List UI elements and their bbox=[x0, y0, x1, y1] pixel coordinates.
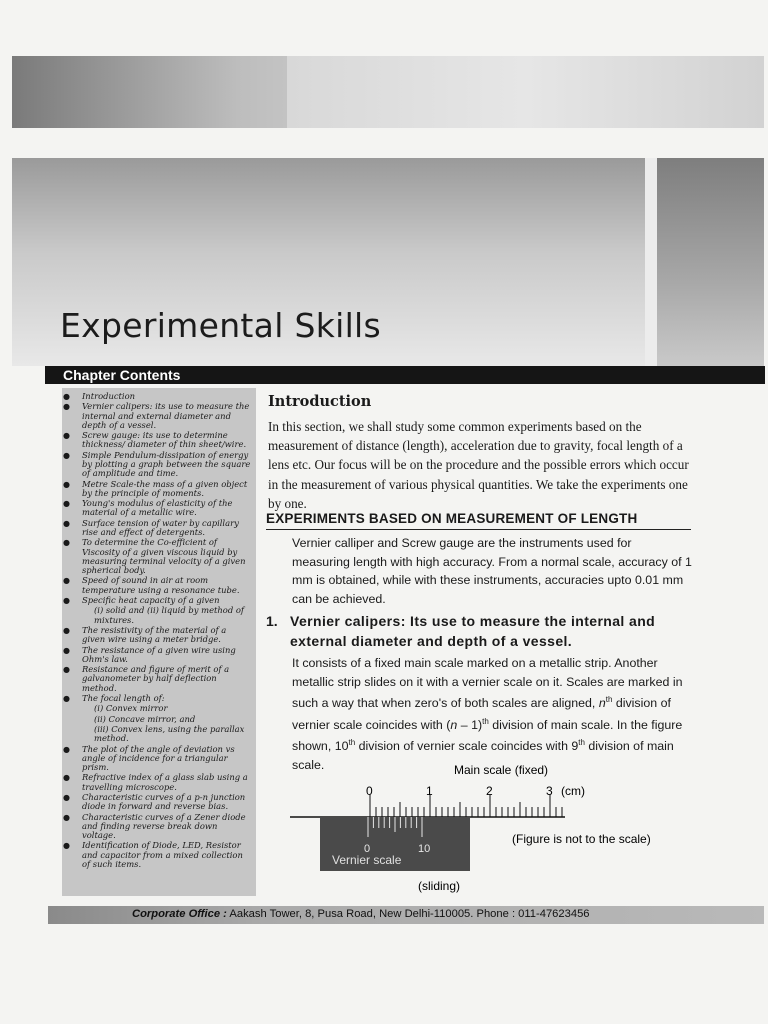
contents-item: ● Simple Pendulum-dissipation of energy by plotting a graph between the square of amplitude and time. bbox=[62, 451, 252, 479]
contents-item: ● Refractive index of a glass slab using a travelling microscope. bbox=[62, 773, 252, 791]
hero-side-block bbox=[657, 158, 764, 366]
contents-item: ● Introduction bbox=[62, 392, 252, 401]
text-run: division of main scale. bbox=[292, 739, 674, 772]
var-n: n bbox=[598, 696, 606, 711]
sliding-label: (sliding) bbox=[418, 879, 461, 893]
top-banner bbox=[12, 56, 764, 128]
chapter-contents-label: Chapter Contents bbox=[63, 367, 181, 383]
sup-th: th bbox=[578, 738, 585, 748]
main-tick-labels bbox=[366, 784, 553, 798]
contents-item: (i) Convex mirror bbox=[94, 703, 168, 714]
sup-th: th bbox=[605, 695, 613, 704]
chapter-contents-bar bbox=[45, 366, 765, 384]
vernier-tick-label: 0 bbox=[364, 843, 371, 855]
section-heading: EXPERIMENTS BASED ON MEASUREMENT OF LENGTH bbox=[266, 511, 691, 530]
figure-note: (Figure is not to the scale) bbox=[512, 832, 651, 846]
footer-address: Aakash Tower, 8, Pusa Road, New Delhi-110005. Phone : 011-47623456 bbox=[229, 908, 590, 920]
vernier-figure bbox=[290, 760, 690, 895]
contents-item: ● Specific heat capacity of a given bbox=[62, 596, 252, 605]
main-tick-label: 3 bbox=[546, 784, 553, 798]
main-scale-ticks bbox=[370, 795, 562, 817]
contents-item: ● The focal length of: bbox=[62, 694, 252, 703]
section-paragraph: Vernier calliper and Screw gauge are the instruments used for measuring length with high accuracy. From a normal scale, accuracy of 1 mm is obtained, while with these instruments, accuracies upto 0.01 mm can be achieved. bbox=[292, 536, 692, 606]
text-run: – 1) bbox=[457, 717, 483, 732]
vernier-scale-label: Vernier scale bbox=[332, 853, 402, 867]
text-run: division of vernier scale coincides with 9 bbox=[355, 739, 579, 754]
contents-item: ● The resistance of a given wire using Ohm's law. bbox=[62, 646, 252, 664]
contents-item: ● Vernier calipers: its use to measure the internal and external diameter and depth of a vessel. bbox=[62, 402, 252, 430]
sup-th: th bbox=[482, 716, 489, 726]
footer-text bbox=[132, 908, 590, 920]
contents-item: (iii) Convex lens, using the parallax method. bbox=[94, 724, 245, 744]
contents-item: ● Young's modulus of elasticity of the material of a metallic wire. bbox=[62, 499, 252, 517]
main-tick-label: 1 bbox=[426, 784, 433, 798]
contents-item: ● Characteristic curves of a p-n junction diode in forward and reverse bias. bbox=[62, 793, 252, 811]
contents-item: ● Metre Scale-the mass of a given object by the principle of moments. bbox=[62, 480, 252, 498]
contents-item: (i) solid and (ii) liquid by method of mixtures. bbox=[94, 605, 244, 625]
text-run: division of main scale. In the figure shown, 10 bbox=[292, 717, 683, 754]
item-number: 1. bbox=[266, 613, 278, 629]
contents-item: ● Surface tension of water by capillary rise and effect of detergents. bbox=[62, 519, 252, 537]
contents-item: (ii) Concave mirror, and bbox=[94, 713, 196, 724]
contents-item: ● Resistance and figure of merit of a galvanometer by half deflection method. bbox=[62, 665, 252, 693]
top-banner-light bbox=[287, 56, 764, 128]
item-1-heading bbox=[266, 611, 696, 651]
unit-label: (cm) bbox=[561, 784, 585, 798]
item-title: Vernier calipers: Its use to measure the internal and external diameter and depth of a vessel. bbox=[290, 613, 656, 649]
intro-paragraph: In this section, we shall study some common experiments based on the measurement of distance (length), acceleration due to gravity, focal length of a lens etc. Our focus will be on the procedure and the possible errors which occur in the measurement of various physical quantities. We take the experiments one by one. bbox=[268, 419, 689, 511]
contents-item: ● Screw gauge: its use to determine thickness/ diameter of thin sheet/wire. bbox=[62, 431, 252, 449]
contents-item: ● Identification of Diode, LED, Resistor and capacitor from a mixed collection of such items. bbox=[62, 841, 252, 869]
chapter-title: Experimental Skills bbox=[60, 306, 382, 345]
contents-item: ● The resistivity of the material of a given wire using a meter bridge. bbox=[62, 626, 252, 644]
contents-item: ● To determine the Co-efficient of Viscosity of a given viscous liquid by measuring terminal velocity of a given spherical body. bbox=[62, 538, 252, 575]
main-tick-label: 0 bbox=[366, 784, 373, 798]
contents-item: ● Characteristic curves of a Zener diode and finding reverse break down voltage. bbox=[62, 813, 252, 841]
item-1-paragraph bbox=[292, 654, 692, 774]
text-run: It consists of a fixed main scale marked on a metallic strip. Another metallic strip slides on it with a vernier scale on it. Scales are marked in such a way that when zero's of both scales are aligned, bbox=[292, 656, 683, 711]
sup-th: th bbox=[348, 738, 356, 748]
hero-divider bbox=[645, 158, 657, 366]
footer-bar bbox=[48, 906, 764, 924]
intro-heading: Introduction bbox=[268, 393, 372, 410]
contents-list bbox=[62, 388, 256, 869]
main-scale-label: Main scale (fixed) bbox=[454, 763, 549, 777]
chapter-contents-sidebar bbox=[62, 388, 256, 896]
footer-office-label: Corporate Office : bbox=[132, 908, 227, 920]
vernier-tick-label: 10 bbox=[418, 843, 431, 855]
text-run: division of vernier scale coincides with ( bbox=[292, 696, 671, 732]
contents-item: ● The plot of the angle of deviation vs angle of incidence for a triangular prism. bbox=[62, 745, 252, 773]
contents-item: ● Speed of sound in air at room temperature using a resonance tube. bbox=[62, 576, 252, 594]
main-tick-label: 2 bbox=[486, 784, 493, 798]
var-n: n bbox=[450, 717, 458, 732]
